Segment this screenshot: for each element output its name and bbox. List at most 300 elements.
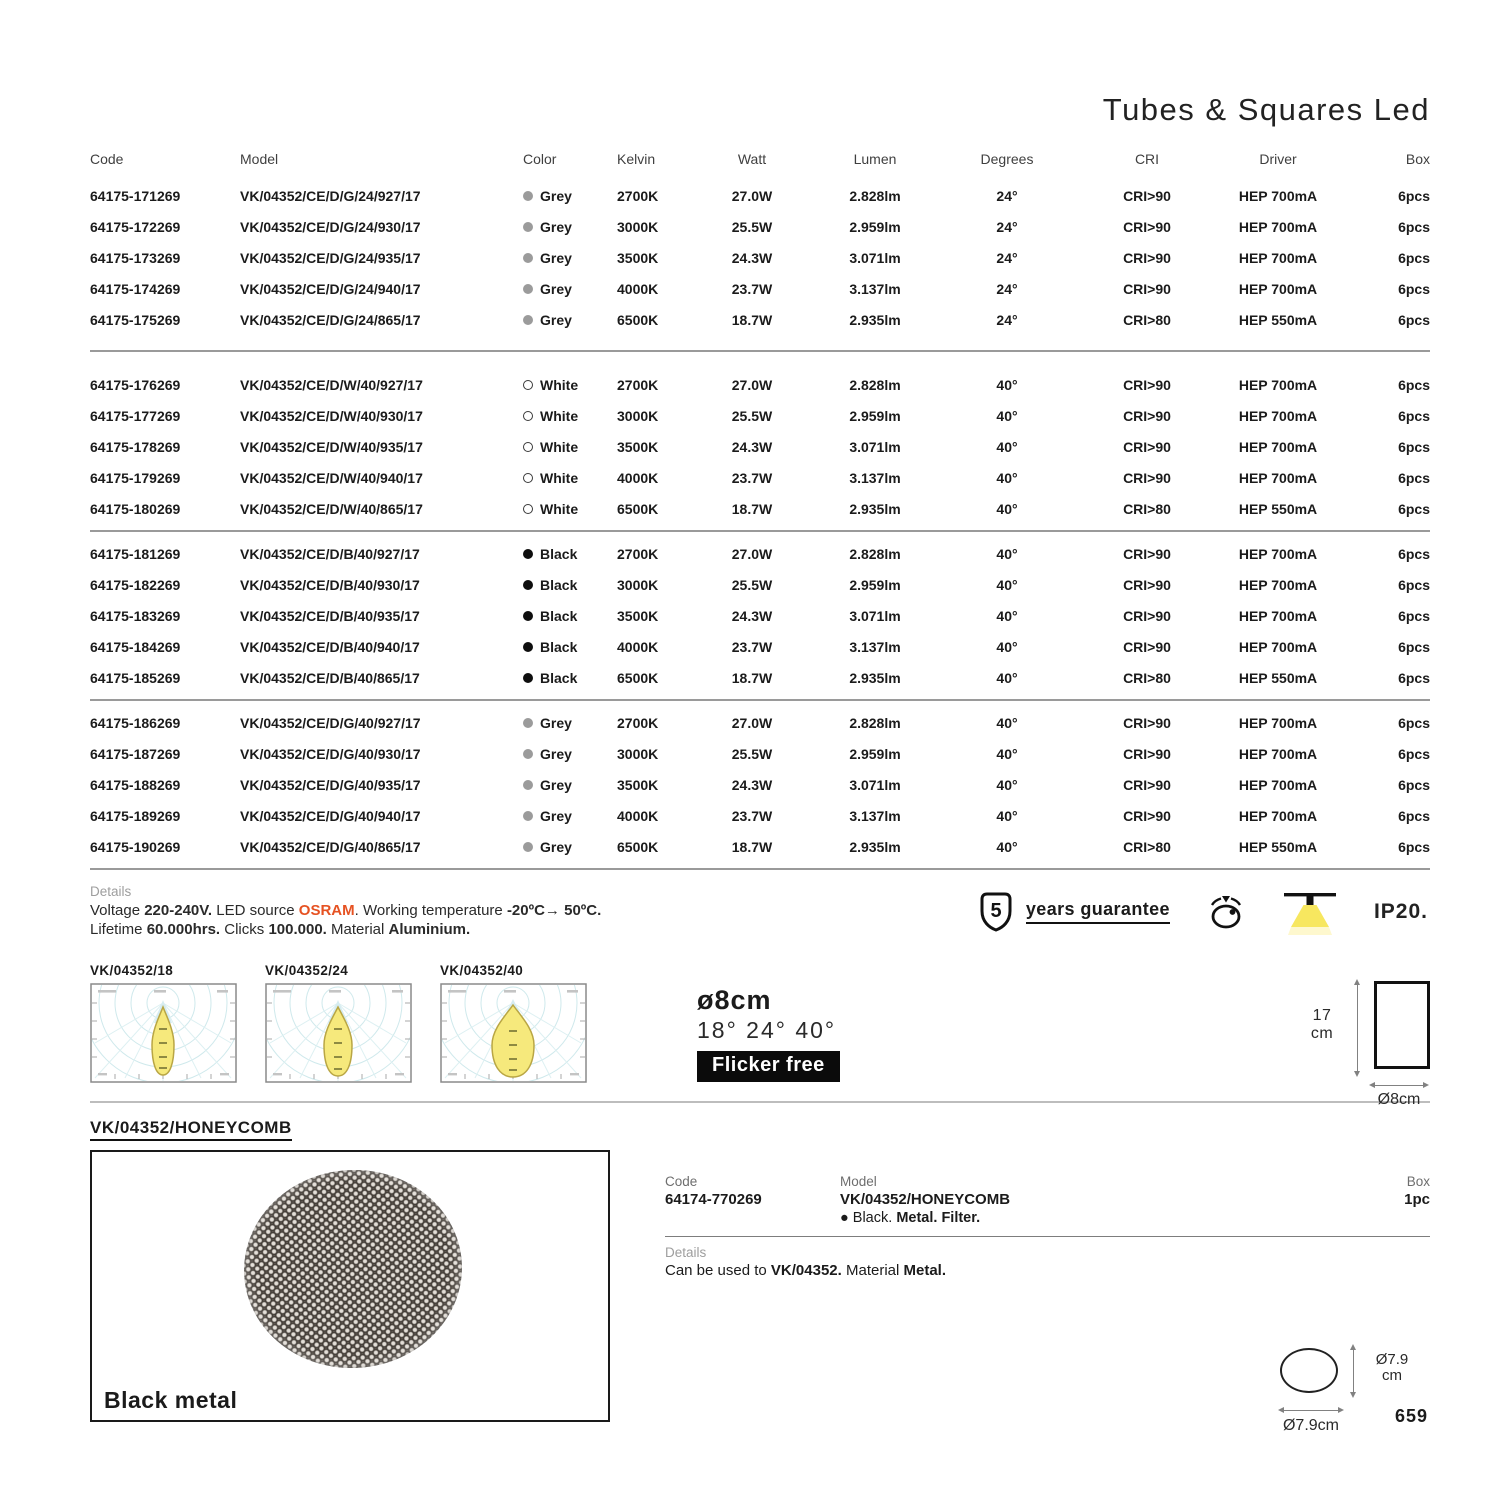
cell-cri: CRI>90 [1123,545,1171,562]
specs-block [697,985,840,1082]
black-color-dot-icon [523,549,533,559]
table-row [90,304,1430,335]
cell-lumen: 2.828lm [849,545,901,562]
honeycomb-filter-image [237,1163,468,1376]
cell-model: VK/04352/CE/D/W/40/940/17 [240,469,423,486]
cell-driver: HEP 550mA [1238,838,1318,855]
page-number: 659 [1394,1406,1428,1426]
photometric-diagram-40 [440,963,587,1083]
cell-box: 6pcs [1398,745,1430,762]
table-row [90,493,1430,524]
cell-box: 6pcs [1398,249,1430,266]
cell-lumen: 3.071lm [849,249,901,266]
cell-lumen: 3.137lm [849,469,901,486]
white-color-dot-icon [523,504,533,514]
diameter-measure-line [1371,1085,1427,1086]
cell-code: 64175-173269 [90,249,181,266]
cell-color [523,377,617,393]
cell-watt: 25.5W [731,576,773,593]
cell-color [523,839,617,855]
guarantee-label: years guarantee [1026,899,1170,924]
cell-watt: 27.0W [731,376,773,393]
cell-code: 64175-182269 [90,576,181,593]
cell-driver: HEP 700mA [1238,607,1318,624]
cell-kelvin: 4000K [617,280,659,297]
diagram-label: VK/04352/40 [440,963,524,978]
cell-color [523,639,617,655]
cell-code: 64175-184269 [90,638,181,655]
header-driver: Driver [1259,151,1297,167]
cell-lumen: 2.959lm [849,218,901,235]
cell-color [523,608,617,624]
details-line-2 [90,920,601,939]
photometric-diagram-18 [90,963,237,1083]
cell-box: 6pcs [1398,669,1430,686]
cell-degrees: 24° [996,280,1018,297]
cell-color [523,312,617,328]
honeycomb-caption: Black metal [104,1387,238,1413]
text-segment: Metal. [896,1210,942,1226]
color-label: Grey [540,838,572,855]
cell-kelvin: 2700K [617,376,659,393]
cell-cri: CRI>90 [1123,576,1171,593]
header-degrees: Degrees [980,151,1034,167]
text-segment: ● Black. [840,1210,897,1226]
cell-kelvin: 3000K [617,218,659,235]
diameter-label: Ø8cm [1377,1091,1421,1108]
cell-degrees: 40° [996,745,1018,762]
white-color-dot-icon [523,442,533,452]
photometric-diagram-24 [265,963,412,1083]
cell-model: VK/04352/CE/D/B/40/935/17 [240,607,420,624]
cell-color [523,408,617,424]
cell-cri: CRI>90 [1123,776,1171,793]
cell-box: 6pcs [1398,438,1430,455]
color-label: Grey [540,280,572,297]
cell-code: 64175-172269 [90,218,181,235]
cell-kelvin: 6500K [617,669,659,686]
cell-cri: CRI>80 [1123,500,1171,517]
table-row [90,211,1430,242]
color-label: White [540,500,579,517]
cell-watt: 24.3W [731,776,773,793]
grey-color-dot-icon [523,222,533,232]
cell-cri: CRI>80 [1123,669,1171,686]
badges-block [976,889,1430,935]
cell-cri: CRI>80 [1123,838,1171,855]
cell-cri: CRI>80 [1123,311,1171,328]
cell-box: 6pcs [1398,469,1430,486]
cell-model: VK/04352/CE/D/W/40/865/17 [240,500,423,517]
cell-code: 64175-183269 [90,607,181,624]
black-color-dot-icon [523,642,533,652]
cell-driver: HEP 700mA [1238,218,1318,235]
grey-color-dot-icon [523,718,533,728]
text-segment: Material [841,1262,904,1279]
cell-cri: CRI>90 [1123,469,1171,486]
cell-kelvin: 3500K [617,607,659,624]
text-segment: Can be used to [665,1262,771,1279]
cell-code: 64175-180269 [90,500,181,517]
details-block [90,884,601,939]
cell-lumen: 3.071lm [849,438,901,455]
text-segment: LED source [212,902,299,919]
cell-color [523,219,617,235]
cell-lumen: 2.959lm [849,745,901,762]
diameter-spec: ø8cm [697,985,772,1015]
header-cri: CRI [1134,151,1160,167]
cell-cri: CRI>90 [1123,376,1171,393]
fixture-outline [1374,981,1430,1069]
cell-lumen: 2.935lm [849,669,901,686]
box-value: 1pc [1404,1191,1430,1208]
honeycomb-side-measure-line [1353,1346,1354,1396]
cell-cri: CRI>90 [1123,407,1171,424]
cell-color [523,777,617,793]
cell-code: 64175-178269 [90,438,181,455]
table-row [90,400,1430,431]
cell-model: VK/04352/CE/D/B/40/865/17 [240,669,420,686]
cell-driver: HEP 700mA [1238,776,1318,793]
cell-watt: 18.7W [731,500,773,517]
cell-box: 6pcs [1398,311,1430,328]
cell-model: VK/04352/CE/D/W/40/935/17 [240,438,423,455]
cell-driver: HEP 700mA [1238,638,1318,655]
cell-box: 6pcs [1398,280,1430,297]
cell-watt: 24.3W [731,607,773,624]
cell-kelvin: 6500K [617,311,659,328]
cell-code: 64175-190269 [90,838,181,855]
cell-color [523,501,617,517]
cell-watt: 18.7W [731,838,773,855]
honeycomb-code-column [665,1174,840,1226]
cell-driver: HEP 550mA [1238,311,1318,328]
white-color-dot-icon [523,473,533,483]
section-separator [90,1101,1430,1103]
color-label: Grey [540,249,572,266]
cell-kelvin: 6500K [617,838,659,855]
cell-color [523,670,617,686]
cell-watt: 18.7W [731,311,773,328]
color-label: Black [540,638,578,655]
cell-code: 64175-171269 [90,187,181,204]
cell-cri: CRI>90 [1123,638,1171,655]
cell-model: VK/04352/CE/D/B/40/940/17 [240,638,420,655]
cell-lumen: 3.071lm [849,607,901,624]
cell-color [523,546,617,562]
cell-model: VK/04352/CE/D/G/24/935/17 [240,249,421,266]
table-row [90,242,1430,273]
group-separator [90,868,1430,870]
black-color-dot-icon [523,580,533,590]
cell-lumen: 3.137lm [849,807,901,824]
guarantee-years-number: 5 [990,899,1002,922]
cell-cri: CRI>90 [1123,218,1171,235]
group-separator [90,350,1430,352]
cell-cri: CRI>90 [1123,280,1171,297]
cell-box: 6pcs [1398,218,1430,235]
table-row [90,538,1430,569]
cell-cri: CRI>90 [1123,745,1171,762]
box-label: Box [1406,1174,1430,1189]
header-watt: Watt [737,151,767,167]
cell-driver: HEP 700mA [1238,376,1318,393]
color-label: Grey [540,311,572,328]
cell-driver: HEP 700mA [1238,469,1318,486]
cell-lumen: 2.828lm [849,714,901,731]
table-row [90,631,1430,662]
text-segment: -20ºC→ 50ºC. [506,902,602,919]
cell-code: 64175-179269 [90,469,181,486]
polar-curve-chart-icon [440,983,587,1083]
cell-code: 64175-185269 [90,669,181,686]
cell-degrees: 40° [996,545,1018,562]
height-label [1300,1007,1344,1043]
table-row [90,707,1430,738]
cell-kelvin: 2700K [617,545,659,562]
height-unit: cm [1310,1025,1334,1042]
header-box: Box [1405,151,1430,167]
table-row [90,180,1430,211]
text-segment: Lifetime [90,921,147,938]
table-row [90,569,1430,600]
cell-watt: 27.0W [731,545,773,562]
cell-model: VK/04352/CE/D/G/24/927/17 [240,187,421,204]
cell-box: 6pcs [1398,714,1430,731]
page-content [90,0,1430,1434]
ip-rating-label: IP20. [1373,899,1428,923]
cell-box: 6pcs [1398,407,1430,424]
cell-box: 6pcs [1398,838,1430,855]
text-segment: Metal. [903,1262,947,1279]
cell-kelvin: 3000K [617,576,659,593]
side-diameter-unit: cm [1382,1367,1402,1384]
text-segment: OSRAM [298,902,355,919]
grey-color-dot-icon [523,749,533,759]
height-value: 17 [1312,1007,1332,1024]
grey-color-dot-icon [523,780,533,790]
cell-model: VK/04352/CE/D/W/40/930/17 [240,407,423,424]
cell-model: VK/04352/CE/D/G/24/865/17 [240,311,421,328]
cell-lumen: 2.828lm [849,187,901,204]
model-value: VK/04352/HONEYCOMB [840,1191,1011,1208]
white-color-dot-icon [523,380,533,390]
color-label: Grey [540,714,572,731]
cell-watt: 23.7W [731,280,773,297]
cell-cri: CRI>90 [1123,438,1171,455]
honeycomb-bottom-measure-line [1280,1410,1342,1411]
color-label: Black [540,607,578,624]
cell-degrees: 40° [996,500,1018,517]
text-segment: 220-240V. [144,902,213,919]
cell-box: 6pcs [1398,776,1430,793]
table-row [90,769,1430,800]
beam-angles-spec: 18° 24° 40° [697,1017,837,1043]
color-label: Grey [540,218,572,235]
details-label: Details [90,884,132,899]
ceiling-light-icon [1282,889,1338,935]
cell-kelvin: 4000K [617,469,659,486]
color-label: Black [540,669,578,686]
honeycomb-image-frame [90,1150,610,1422]
cell-degrees: 40° [996,469,1018,486]
cell-degrees: 24° [996,311,1018,328]
cell-watt: 24.3W [731,438,773,455]
cell-driver: HEP 700mA [1238,807,1318,824]
details-and-badges [90,884,1430,939]
cell-driver: HEP 700mA [1238,545,1318,562]
table-row [90,738,1430,769]
cell-box: 6pcs [1398,638,1430,655]
cell-code: 64175-177269 [90,407,181,424]
cell-driver: HEP 700mA [1238,407,1318,424]
cell-cri: CRI>90 [1123,187,1171,204]
cell-code: 64175-175269 [90,311,181,328]
cell-driver: HEP 700mA [1238,249,1318,266]
cell-driver: HEP 700mA [1238,714,1318,731]
cell-driver: HEP 550mA [1238,669,1318,686]
cell-lumen: 2.959lm [849,576,901,593]
color-label: White [540,376,579,393]
cell-watt: 24.3W [731,249,773,266]
table-row [90,273,1430,304]
text-segment: Aluminium. [388,921,471,938]
details-line-1 [90,901,601,920]
black-color-dot-icon [523,611,533,621]
cell-kelvin: 2700K [617,714,659,731]
group-separator [90,530,1430,532]
polar-curve-chart-icon [90,983,237,1083]
cell-watt: 27.0W [731,714,773,731]
diagram-label: VK/04352/24 [265,963,349,978]
honeycomb-side-label [1364,1352,1420,1384]
cell-driver: HEP 550mA [1238,500,1318,517]
cell-degrees: 40° [996,438,1018,455]
cell-code: 64175-189269 [90,807,181,824]
cell-lumen: 2.828lm [849,376,901,393]
code-label: Code [665,1174,698,1189]
color-label: Black [540,576,578,593]
side-diameter-value: Ø7.9 [1375,1351,1409,1368]
grey-color-dot-icon [523,284,533,294]
honeycomb-model-column [840,1174,1360,1226]
guarantee-badge [976,890,1170,934]
cell-code: 64175-174269 [90,280,181,297]
black-color-dot-icon [523,673,533,683]
text-segment: 100.000. [268,921,327,938]
cell-lumen: 2.935lm [849,311,901,328]
cell-kelvin: 4000K [617,807,659,824]
text-segment: Clicks [220,921,269,938]
cell-lumen: 2.935lm [849,838,901,855]
text-segment: Material [326,921,389,938]
cell-watt: 23.7W [731,469,773,486]
cell-watt: 23.7W [731,807,773,824]
header-code: Code [90,151,124,167]
text-segment: Filter. [941,1210,981,1226]
cell-color [523,746,617,762]
table-row [90,662,1430,693]
color-label: Black [540,545,578,562]
cell-color [523,250,617,266]
color-label: Grey [540,187,572,204]
model-label: Model [840,1174,877,1189]
honeycomb-box-column [1360,1174,1430,1226]
table-row [90,462,1430,493]
cell-box: 6pcs [1398,187,1430,204]
cell-watt: 25.5W [731,745,773,762]
honeycomb-outline [1280,1348,1338,1393]
table-row [90,431,1430,462]
cell-degrees: 40° [996,407,1018,424]
cell-box: 6pcs [1398,376,1430,393]
cell-lumen: 3.071lm [849,776,901,793]
color-label: Grey [540,745,572,762]
honeycomb-info-columns [665,1174,1430,1226]
cell-degrees: 40° [996,576,1018,593]
rotate-adjustable-icon [1206,892,1246,932]
honeycomb-dimension-drawing [1278,1336,1430,1446]
cell-model: VK/04352/CE/D/G/40/935/17 [240,776,421,793]
grey-color-dot-icon [523,811,533,821]
cell-kelvin: 3000K [617,407,659,424]
cell-driver: HEP 700mA [1238,187,1318,204]
color-label: White [540,438,579,455]
cell-model: VK/04352/CE/D/G/40/930/17 [240,745,421,762]
cell-driver: HEP 700mA [1238,745,1318,762]
white-color-dot-icon [523,411,533,421]
cell-model: VK/04352/CE/D/W/40/927/17 [240,376,423,393]
cell-box: 6pcs [1398,500,1430,517]
cell-lumen: 2.935lm [849,500,901,517]
cell-kelvin: 4000K [617,638,659,655]
cell-kelvin: 3000K [617,745,659,762]
model-attributes [840,1210,1360,1226]
dimension-drawing [1298,979,1430,1108]
honeycomb-section [90,1118,1430,1434]
cell-code: 64175-188269 [90,776,181,793]
cell-model: VK/04352/CE/D/G/24/940/17 [240,280,421,297]
cell-color [523,808,617,824]
cell-degrees: 40° [996,807,1018,824]
cell-driver: HEP 700mA [1238,438,1318,455]
honeycomb-separator [665,1236,1430,1237]
honeycomb-heading: VK/04352/HONEYCOMB [90,1118,292,1141]
grey-color-dot-icon [523,191,533,201]
cell-code: 64175-187269 [90,745,181,762]
text-segment: Voltage [90,902,145,919]
cell-model: VK/04352/CE/D/G/40/865/17 [240,838,421,855]
cell-code: 64175-181269 [90,545,181,562]
product-table-body [90,180,1430,870]
cell-color [523,470,617,486]
header-lumen: Lumen [853,151,897,167]
color-label: Grey [540,776,572,793]
height-measure-line [1357,981,1358,1075]
cell-color [523,715,617,731]
honeycomb-details-label: Details [665,1245,707,1260]
cell-cri: CRI>90 [1123,607,1171,624]
cell-lumen: 3.137lm [849,280,901,297]
text-segment: . Working temperature [354,902,507,919]
cell-box: 6pcs [1398,545,1430,562]
text-segment: 60.000hrs. [146,921,221,938]
cell-degrees: 40° [996,638,1018,655]
table-row [90,600,1430,631]
cell-degrees: 40° [996,669,1018,686]
cell-model: VK/04352/CE/D/G/40/927/17 [240,714,421,731]
cell-degrees: 24° [996,218,1018,235]
